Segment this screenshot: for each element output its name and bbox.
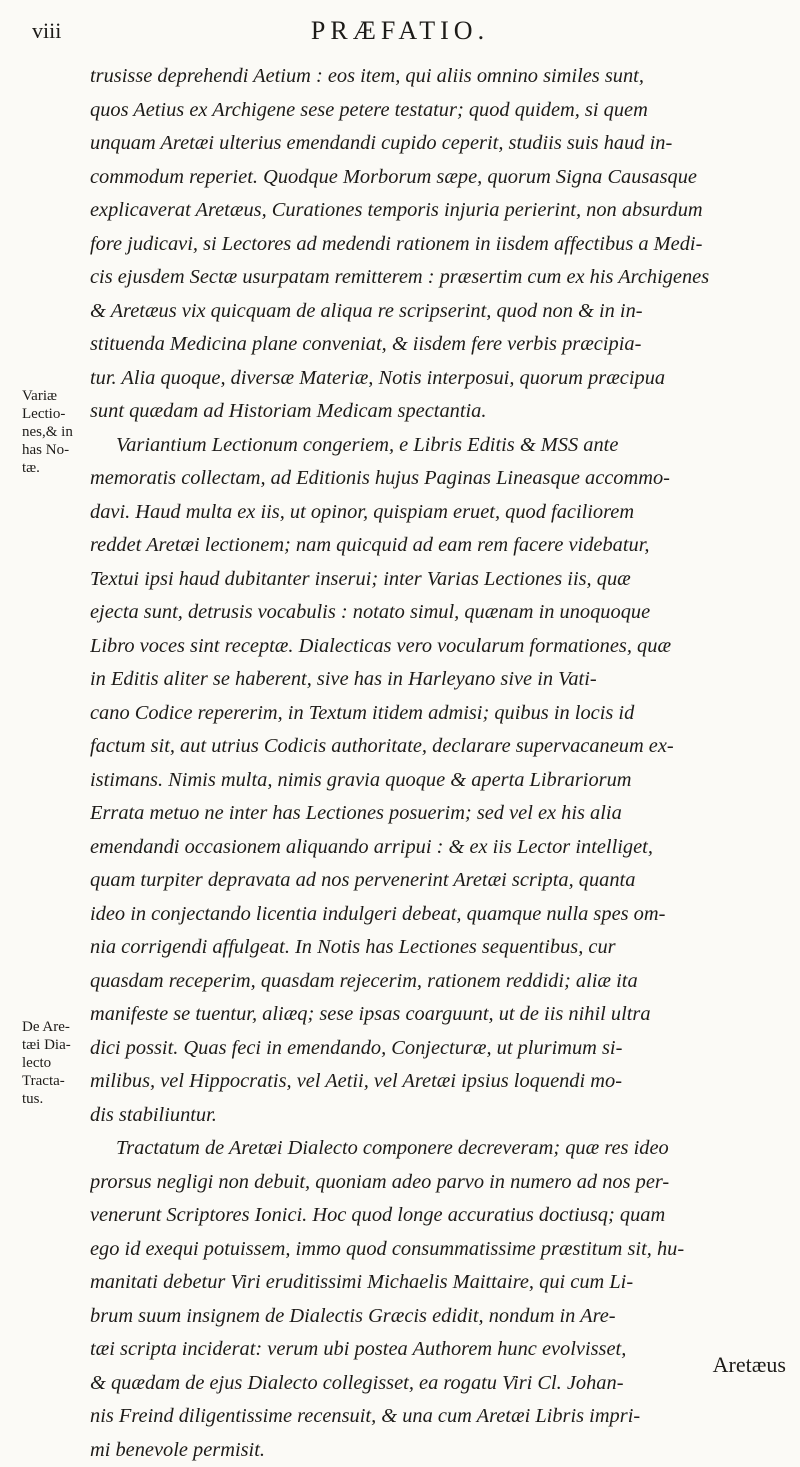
text-line: explicaverat Aretæus, Curationes temporis injuria perierint, non absurdum xyxy=(90,194,790,228)
text-line: commodum reperiet. Quodque Morborum sæpe, quorum Signa Causasque xyxy=(90,161,790,195)
text-line: manitati debetur Viri eruditissimi Michaelis Maittaire, qui cum Li- xyxy=(90,1266,790,1300)
text-line: Textui ipsi haud dubitanter inserui; inter Varias Lectiones iis, quæ xyxy=(90,563,790,597)
text-line: quam turpiter depravata ad nos pervenerint Aretæi scripta, quanta xyxy=(90,864,790,898)
text-line: mi benevole permisit. xyxy=(90,1434,790,1467)
text-line: & quædam de ejus Dialecto collegisset, ea rogatu Viri Cl. Johan- xyxy=(90,1367,790,1401)
margin-note-line: tus. xyxy=(22,1090,88,1108)
text-line: fore judicavi, si Lectores ad medendi rationem in iisdem affectibus a Medi- xyxy=(90,228,790,262)
text-line: milibus, vel Hippocratis, vel Aetii, vel Aretæi ipsius loquendi mo- xyxy=(90,1065,790,1099)
text-line: in Editis aliter se haberent, sive has in Harleyano sive in Vati- xyxy=(90,663,790,697)
margin-note-line: Tracta- xyxy=(22,1072,88,1090)
text-line: dici possit. Quas feci in emendando, Conjecturæ, ut plurimum si- xyxy=(90,1032,790,1066)
text-line: dis stabiliuntur. xyxy=(90,1099,790,1133)
text-line: Variantium Lectionum congeriem, e Libris Editis & MSS ante xyxy=(90,429,790,463)
text-line: ego id exequi potuissem, immo quod consummatissime præstitum sit, hu- xyxy=(90,1233,790,1267)
margin-note-line: nes,& in xyxy=(22,423,88,441)
text-line: quos Aetius ex Archigene sese petere testatur; quod quidem, si quem xyxy=(90,94,790,128)
text-line: istimans. Nimis multa, nimis gravia quoque & aperta Librariorum xyxy=(90,764,790,798)
text-line: venerunt Scriptores Ionici. Hoc quod longe accuratius doctiusq; quam xyxy=(90,1199,790,1233)
body-text xyxy=(90,60,790,1467)
margin-note-variae-lectiones xyxy=(22,387,88,477)
page-title: PRÆFATIO. xyxy=(0,16,800,46)
margin-note-line: tæi Dia- xyxy=(22,1036,88,1054)
text-line: brum suum insignem de Dialectis Græcis edidit, nondum in Are- xyxy=(90,1300,790,1334)
text-line: Errata metuo ne inter has Lectiones posuerim; sed vel ex his alia xyxy=(90,797,790,831)
text-line: emendandi occasionem aliquando arripui : & ex iis Lector intelliget, xyxy=(90,831,790,865)
text-line: unquam Aretæi ulterius emendandi cupido ceperit, studiis suis haud in- xyxy=(90,127,790,161)
text-line: factum sit, aut utrius Codicis authoritate, declarare supervacaneum ex- xyxy=(90,730,790,764)
margin-note-line: has No- xyxy=(22,441,88,459)
text-line: davi. Haud multa ex iis, ut opinor, quispiam eruet, quod faciliorem xyxy=(90,496,790,530)
margin-note-line: tæ. xyxy=(22,459,88,477)
text-line: stituenda Medicina plane conveniat, & iisdem fere verbis præcipia- xyxy=(90,328,790,362)
margin-note-de-dialecto xyxy=(22,1018,88,1108)
text-line: tur. Alia quoque, diversæ Materiæ, Notis interposui, quorum præcipua xyxy=(90,362,790,396)
text-line: sunt quædam ad Historiam Medicam spectantia. xyxy=(90,395,790,429)
text-line: ideo in conjectando licentia indulgeri debeat, quamque nulla spes om- xyxy=(90,898,790,932)
catchword: Aretæus xyxy=(713,1352,786,1378)
margin-note-line: lecto xyxy=(22,1054,88,1072)
text-line: nis Freind diligentissime recensuit, & una cum Aretæi Libris impri- xyxy=(90,1400,790,1434)
page-number: viii xyxy=(32,18,61,44)
text-line: quasdam receperim, quasdam rejecerim, rationem reddidi; aliæ ita xyxy=(90,965,790,999)
margin-note-line: Variæ xyxy=(22,387,88,405)
text-line: trusisse deprehendi Aetium : eos item, qui aliis omnino similes sunt, xyxy=(90,60,790,94)
text-line: manifeste se tuentur, aliæq; sese ipsas coarguunt, ut de iis nihil ultra xyxy=(90,998,790,1032)
text-line: reddet Aretæi lectionem; nam quicquid ad eam rem facere videbatur, xyxy=(90,529,790,563)
text-line: Libro voces sint receptæ. Dialecticas vero vocularum formationes, quæ xyxy=(90,630,790,664)
text-line: prorsus negligi non debuit, quoniam adeo parvo in numero ad nos per- xyxy=(90,1166,790,1200)
text-line: cano Codice repererim, in Textum itidem admisi; quibus in locis id xyxy=(90,697,790,731)
text-line: ejecta sunt, detrusis vocabulis : notato simul, quænam in unoquoque xyxy=(90,596,790,630)
margin-note-line: De Are- xyxy=(22,1018,88,1036)
text-line: Tractatum de Aretæi Dialecto componere decreveram; quæ res ideo xyxy=(90,1132,790,1166)
text-line: & Aretæus vix quicquam de aliqua re scripserint, quod non & in in- xyxy=(90,295,790,329)
text-line: memoratis collectam, ad Editionis hujus Paginas Lineasque accommo- xyxy=(90,462,790,496)
text-line: cis ejusdem Sectæ usurpatam remitterem : præsertim cum ex his Archigenes xyxy=(90,261,790,295)
text-line: nia corrigendi affulgeat. In Notis has Lectiones sequentibus, cur xyxy=(90,931,790,965)
margin-note-line: Lectio- xyxy=(22,405,88,423)
text-line: tæi scripta inciderat: verum ubi postea Authorem hunc evolvisset, xyxy=(90,1333,790,1367)
